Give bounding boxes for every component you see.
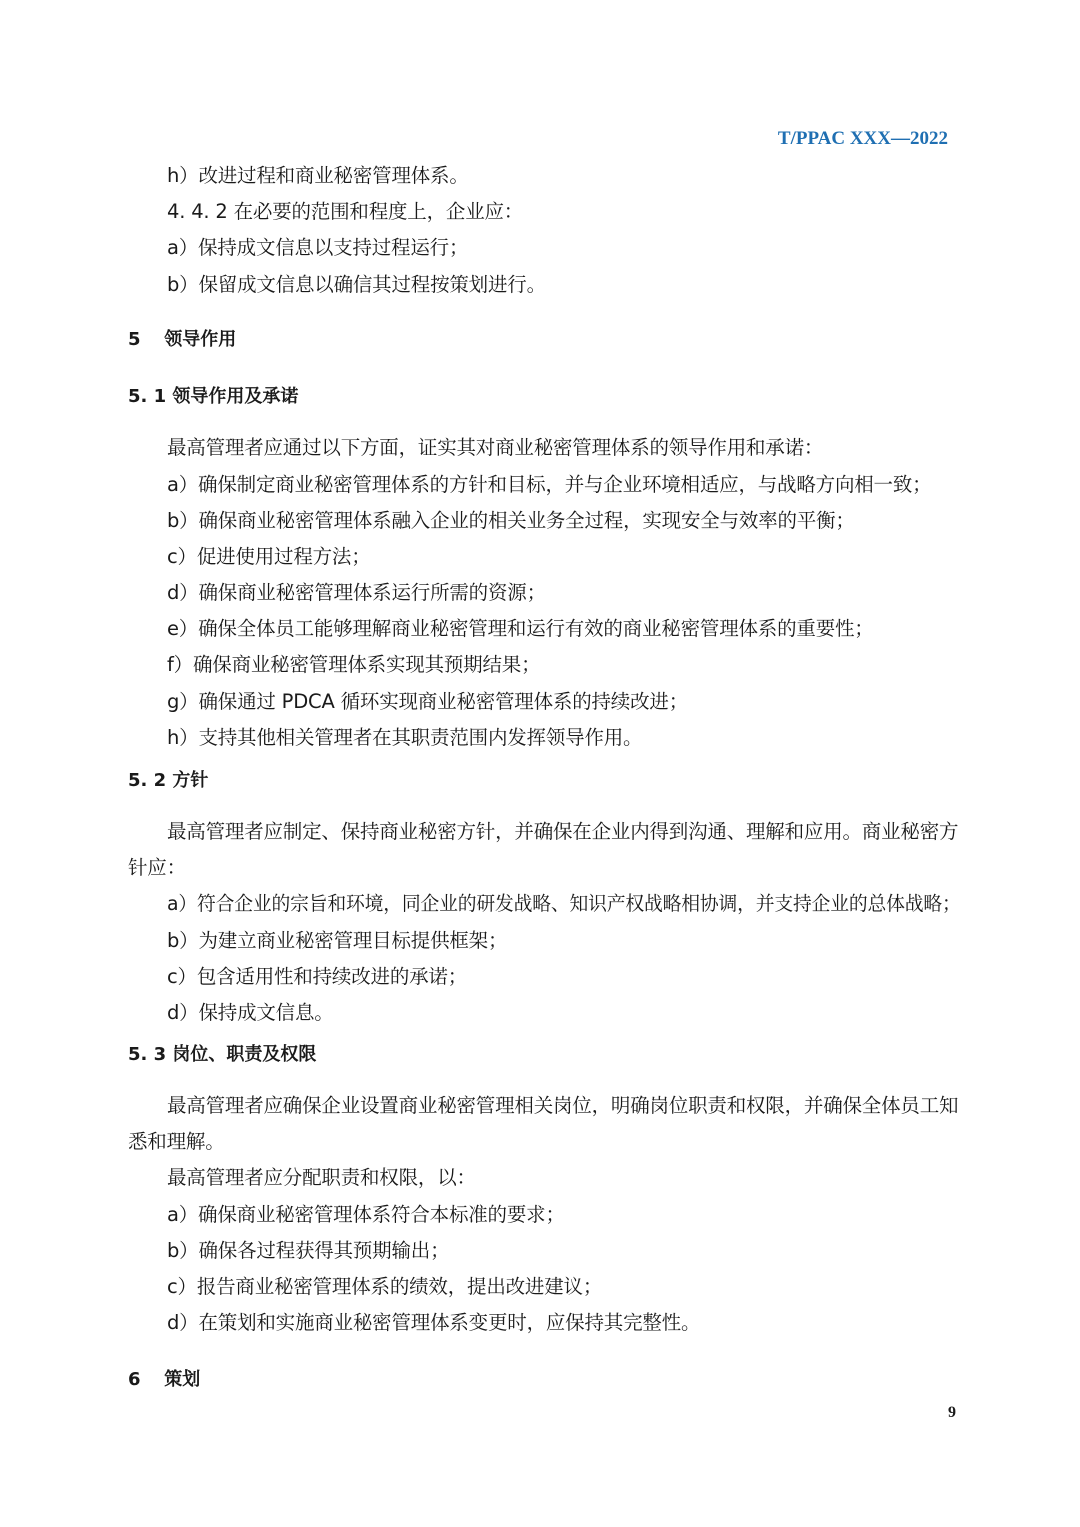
section-5-3-item-d: d）在策划和实施商业秘密管理体系变更时，应保持其完整性。 [167,1311,701,1334]
section-5-3-intro-line2: 悉和理解。 [128,1130,225,1153]
section-6-heading [128,1367,200,1393]
section-5-1-item-h: h）支持其他相关管理者在其职责范围内发挥领导作用。 [167,726,643,749]
section-5-2-item-d: d）保持成文信息。 [167,1001,334,1024]
section-5-3-heading: 5. 3 岗位、职责及权限 [128,1044,317,1065]
section-5-1-item-f: f）确保商业秘密管理体系实现其预期结果； [167,653,541,676]
section-5-3-intro2: 最高管理者应分配职责和权限，以： [167,1166,476,1189]
clause-4-4-2: 4. 4. 2 在必要的范围和程度上，企业应： [167,200,524,223]
section-6-number: 6 [128,1369,141,1390]
section-5-1-heading: 5. 1 领导作用及承诺 [128,386,299,407]
document-code: T/PPAC XXX—2022 [777,128,948,149]
section-5-number: 5 [128,329,141,350]
page-number: 9 [948,1404,956,1421]
section-5-title: 领导作用 [164,329,237,350]
section-5-3-item-c: c）报告商业秘密管理体系的绩效，提出改进建议； [167,1275,603,1298]
section-5-2-intro-line2: 针应： [128,856,186,879]
section-5-1-item-e: e）确保全体员工能够理解商业秘密管理和运行有效的商业秘密管理体系的重要性； [167,617,874,640]
section-5-3-item-a: a）确保商业秘密管理体系符合本标准的要求； [167,1203,565,1226]
section-5-1-item-g: g）确保通过 PDCA 循环实现商业秘密管理体系的持续改进； [167,690,689,713]
section-5-3-intro-line1: 最高管理者应确保企业设置商业秘密管理相关岗位，明确岗位职责和权限，并确保全体员工知 [167,1094,959,1117]
section-6-title: 策划 [164,1369,201,1390]
section-5-2-item-b: b）为建立商业秘密管理目标提供框架； [167,929,508,952]
list-item-h: h）改进过程和商业秘密管理体系。 [167,164,469,187]
section-5-1-item-c: c）促进使用过程方法； [167,545,371,568]
section-5-3-item-b: b）确保各过程获得其预期输出； [167,1239,450,1262]
section-5-1-intro: 最高管理者应通过以下方面，证实其对商业秘密管理体系的领导作用和承诺： [167,436,824,459]
section-5-1-item-d: d）确保商业秘密管理体系运行所需的资源； [167,581,546,604]
section-5-2-item-c: c）包含适用性和持续改进的承诺； [167,965,468,988]
section-5-1-item-b: b）确保商业秘密管理体系融入企业的相关业务全过程，实现安全与效率的平衡； [167,509,855,532]
list-item-b: b）保留成文信息以确信其过程按策划进行。 [167,273,546,296]
list-item-a: a）保持成文信息以支持过程运行； [167,236,469,259]
section-5-2-item-a: a）符合企业的宗旨和环境，同企业的研发战略、知识产权战略相协调，并支持企业的总体战略； [167,892,961,915]
section-5-2-intro-line1: 最高管理者应制定、保持商业秘密方针，并确保在企业内得到沟通、理解和应用。商业秘密方 [167,820,959,843]
section-5-1-item-a: a）确保制定商业秘密管理体系的方针和目标，并与企业环境相适应，与战略方向相一致； [167,473,932,496]
section-5-2-heading: 5. 2 方针 [128,770,209,791]
section-5-heading [128,327,236,353]
